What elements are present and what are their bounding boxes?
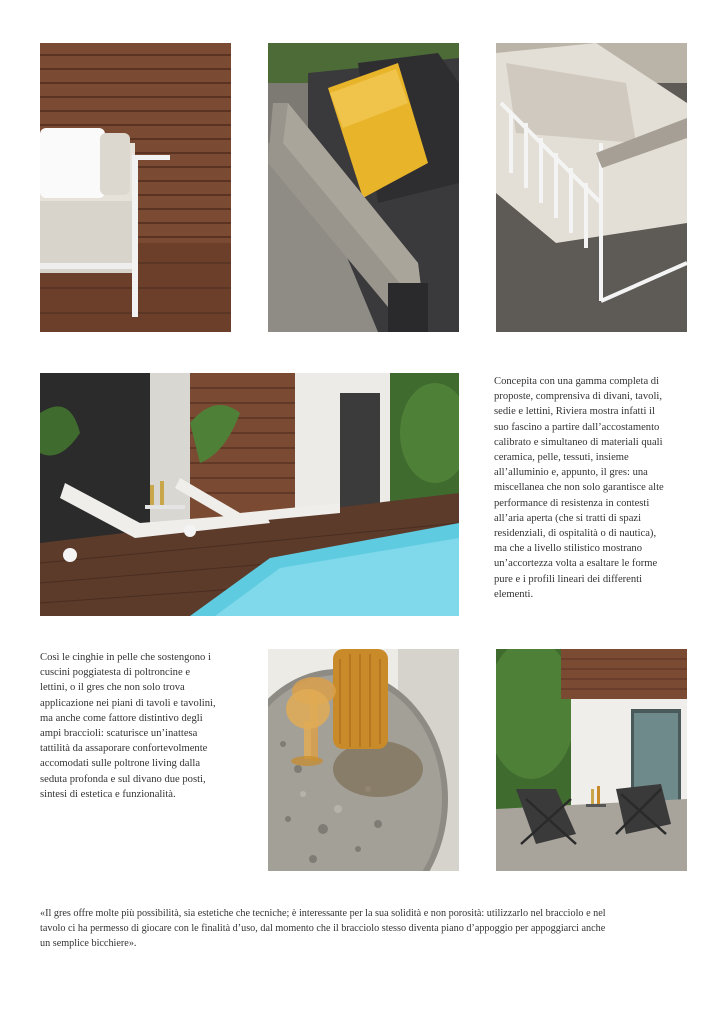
body-paragraph-2 — [40, 650, 250, 802]
body-paragraph-1 — [494, 374, 694, 602]
pull-quote — [40, 906, 690, 952]
text-line: all’alluminio e, appunto, il gres: una — [494, 467, 648, 479]
text-line: elementi. — [494, 588, 534, 600]
text-line: calibrato e simultaneo di materiali quali — [494, 436, 663, 448]
text-line: suo fascino a partire dall’accostamento — [494, 421, 660, 433]
text-line: ma anche come fattore distintivo degli — [40, 712, 203, 724]
photo-terrace-chairs — [496, 649, 687, 871]
text-line: Così le cinghie in pelle che sostengono i — [40, 652, 211, 663]
text-line: ceramica, pelle, tessuti, insieme — [494, 452, 629, 464]
text-line: ma che a livello stilistico mostrano — [494, 543, 642, 555]
text-line: applicazione nei piani di tavoli e tavolini, — [40, 697, 216, 709]
text-line: miscellanea che non solo garantisce alte — [494, 482, 664, 494]
text-line: accomodati sulle poltrone living dalla — [40, 758, 201, 770]
photo-armchair-wood-wall — [40, 43, 231, 332]
text-line: pure e i profili lineari dei differenti — [494, 573, 643, 585]
photo-table-glasses — [268, 649, 459, 871]
text-line: cuscini poggiatesta di poltroncine e — [40, 667, 191, 679]
text-line: sintesi di estetica e funzionalità. — [40, 788, 176, 800]
text-line: tattilità da assaporare confortevolmente — [40, 743, 208, 755]
text-line: lettini, o il gres che non solo trova — [40, 682, 185, 694]
text-line: sedie e lettini, Riviera mostra infatti il — [494, 406, 655, 418]
photo-white-frame-armchair — [496, 43, 687, 332]
text-line: ampi braccioli: scaturisce un’inattesa — [40, 728, 198, 740]
photo-sofa-yellow-cushion — [268, 43, 459, 332]
text-line: performance di resistenza in contesti — [494, 497, 650, 509]
text-line: Concepita con una gamma completa di — [494, 376, 660, 387]
text-line: all’aria aperta (che si tratti di spazi — [494, 512, 642, 524]
text-line: un’accortezza volta a esaltare le forme — [494, 558, 658, 570]
quote-line: un semplice bicchiere». — [40, 938, 137, 950]
text-line: seduta profonda e sul divano due posti, — [40, 773, 206, 785]
text-line: proposte, comprensiva di divani, tavoli, — [494, 391, 662, 403]
quote-line: tavolo ci ha permesso di giocare con le finalità d’uso, dal momento che il bracciolo stesso diventa piano d’appoggio per appoggiarci anche — [40, 923, 606, 935]
text-line: residenziali, di ospitalità o di nautica), — [494, 528, 657, 540]
photo-pool-loungers — [40, 373, 459, 616]
quote-line: «Il gres offre molte più possibilità, sia estetiche che tecniche; è interessante per la sua solidità e non porosità: utilizzarlo nel bracciolo e nel — [40, 908, 606, 919]
